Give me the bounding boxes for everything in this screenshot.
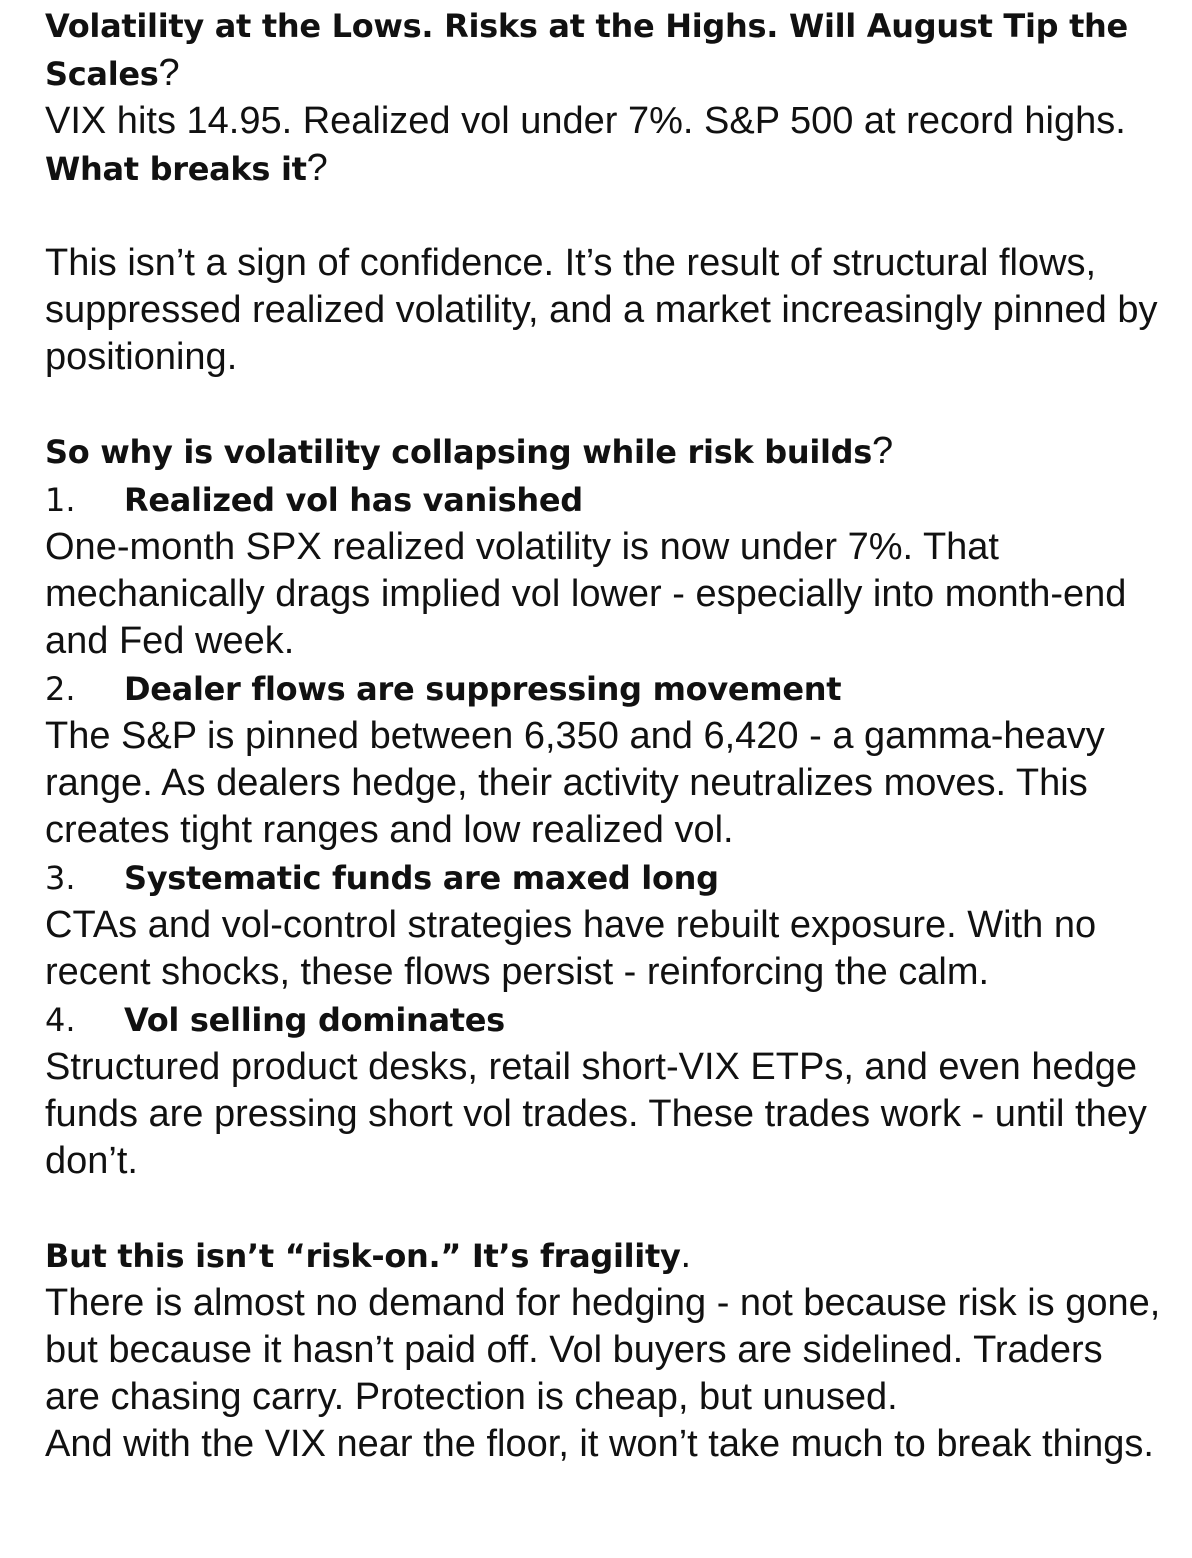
list-item-title: Dealer flows are suppressing movement (124, 670, 842, 708)
list-item (45, 665, 1165, 854)
spacer (45, 381, 1165, 428)
list-item-number: 3. (45, 859, 76, 897)
closing-paragraph: There is almost no demand for hedging - not because risk is gone, but because it hasn’t paid off. Vol buyers are sidelined. Traders are chasing carry. Protection is cheap, but unused. (45, 1282, 1161, 1418)
spacer (45, 193, 1165, 240)
list-item-title: Vol selling dominates (124, 1001, 505, 1039)
post-title-text: Volatility at the Lows. Risks at the Highs. Will August Tip the Scales (45, 7, 1128, 93)
intro-paragraph (45, 98, 1165, 193)
list-item-title: Realized vol has vanished (124, 481, 583, 519)
numbered-list (45, 476, 1165, 1185)
spacer (45, 1185, 1165, 1232)
closing-heading-period: . (680, 1234, 692, 1276)
post-title-question-mark: ? (158, 52, 180, 94)
list-item-number: 4. (45, 1001, 76, 1039)
list-item-body: The S&P is pinned between 6,350 and 6,420 - a gamma-heavy range. As dealers hedge, their activity neutralizes moves. This creates tight ranges and low realized vol. (45, 715, 1105, 851)
section-heading-question-mark: ? (872, 430, 894, 472)
list-item-body: CTAs and vol-control strategies have rebuilt exposure. With no recent shocks, these flows persist - reinforcing the calm. (45, 904, 1097, 993)
list-item-number: 2. (45, 670, 76, 708)
list-item (45, 476, 1165, 665)
final-paragraph: And with the VIX near the floor, it won’t take much to break things. (45, 1423, 1154, 1465)
list-item-heading (45, 996, 1165, 1044)
post-title (45, 2, 1165, 98)
list-item-heading (45, 854, 1165, 902)
intro-text: VIX hits 14.95. Realized vol under 7%. S&P 500 at record highs. (45, 100, 1126, 142)
list-item-body: One-month SPX realized volatility is now under 7%. That mechanically drags implied vol lower - especially into month-end and Fed week. (45, 526, 1127, 662)
post-document (45, 2, 1165, 1468)
list-item-title: Systematic funds are maxed long (124, 859, 719, 897)
list-item (45, 854, 1165, 996)
confidence-paragraph: This isn’t a sign of confidence. It’s the result of structural flows, suppressed realized volatility, and a market increasingly pinned by positioning. (45, 242, 1158, 378)
list-item-heading (45, 476, 1165, 524)
closing-heading (45, 1232, 1165, 1280)
list-item-number: 1. (45, 481, 76, 519)
section-heading-text: So why is volatility collapsing while risk builds (45, 433, 873, 471)
closing-heading-text: But this isn’t “risk-on.” It’s fragility (45, 1237, 681, 1275)
intro-bold-question: What breaks it (45, 150, 307, 188)
list-item-body: Structured product desks, retail short-VIX ETPs, and even hedge funds are pressing short vol trades. These trades work - until they don’t. (45, 1046, 1147, 1182)
list-item (45, 996, 1165, 1185)
list-item-heading (45, 665, 1165, 713)
section-heading (45, 428, 1165, 476)
intro-question-mark: ? (306, 147, 328, 189)
